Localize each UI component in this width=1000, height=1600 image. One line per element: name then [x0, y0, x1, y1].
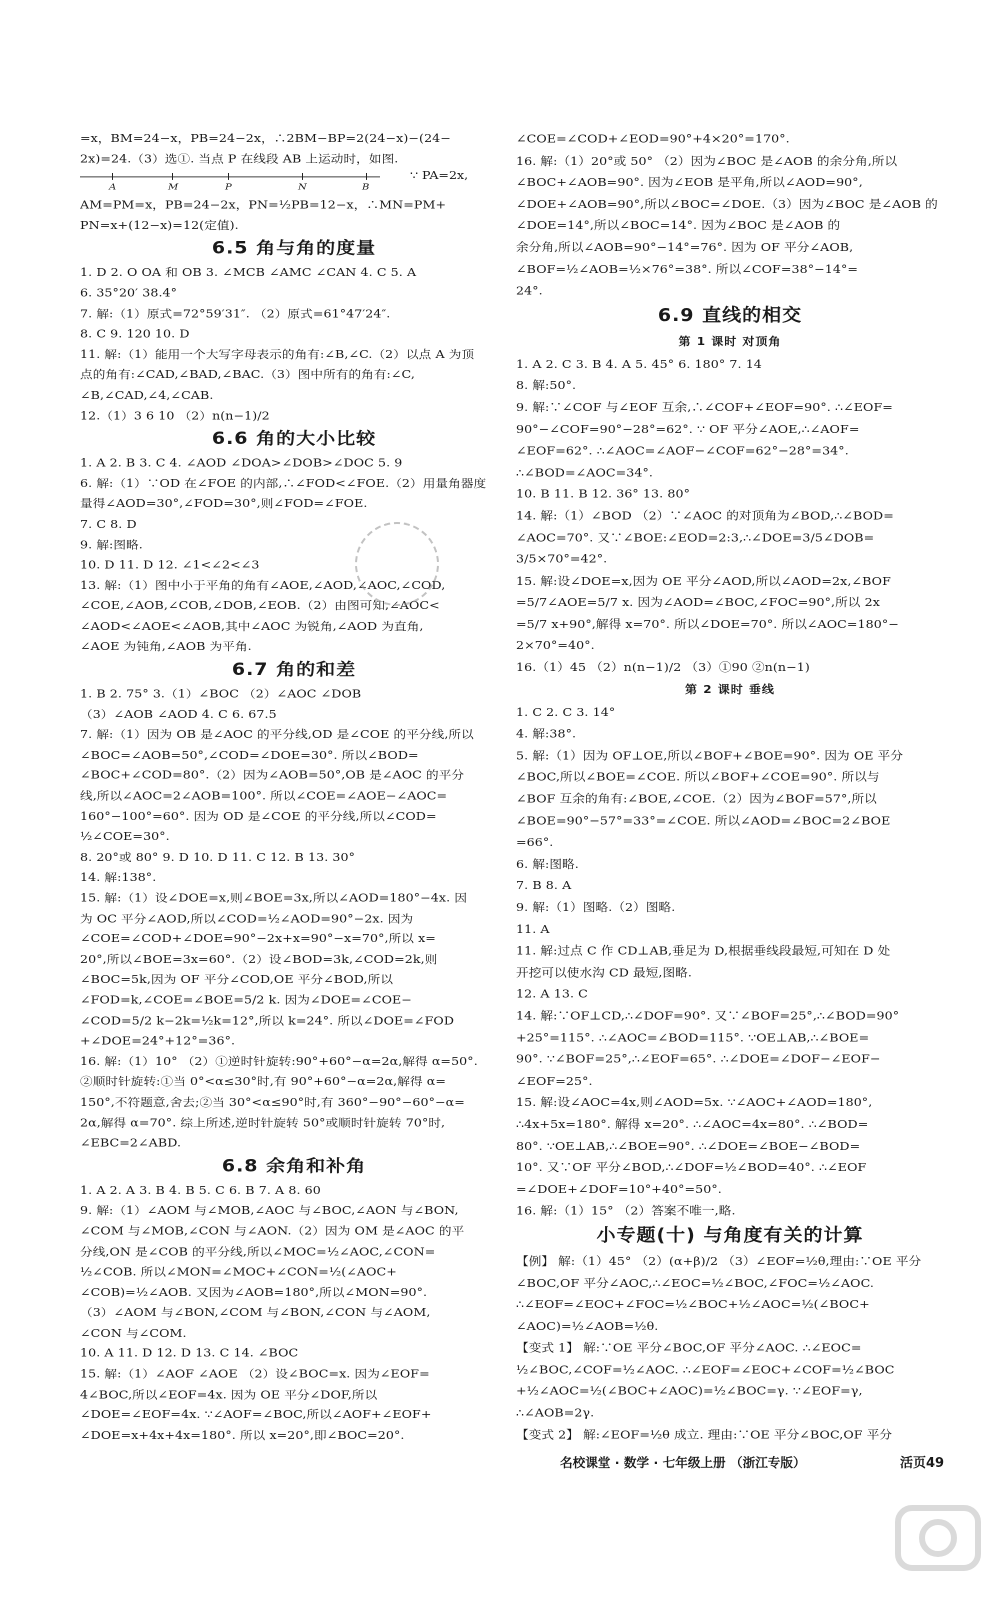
- answer-line: 80°. ∵OE⊥AB,∴∠BOE=90°. ∴∠DOE=∠BOE−∠BOD=: [516, 1138, 861, 1153]
- footer-title: 名校课堂 · 数学 · 七年级上册 （浙江专版）: [560, 1455, 806, 1470]
- right-sections: [516, 301, 944, 1445]
- answer-line: =x，BM=24−x，PB=24−2x，∴2BM−BP=2(24−x)−(24−: [80, 131, 451, 145]
- point-label: P: [225, 182, 232, 193]
- answer-line: ∠AOC=70°. 又∵∠BOE:∠EOD=2:3,∴∠DOE=3/5∠DOB=: [516, 530, 875, 544]
- section-title: 6.8 余角和补角: [221, 1156, 367, 1176]
- answer-line: 11. 解:过点 C 作 CD⊥AB,垂足为 D,根据垂线段最短,可知在 D 处: [516, 943, 891, 958]
- answer-line: 开挖可以使水沟 CD 最短,图略.: [516, 965, 692, 979]
- answer-line: （3）∠AOM 与∠BON,∠COM 与∠BON,∠CON 与∠AOM,: [80, 1305, 431, 1319]
- answer-line: ∠DOE=∠EOF=4x. ∵∠AOF=∠BOC,所以∠AOF+∠EOF+: [80, 1407, 432, 1421]
- answer-line: 15. 解:（1）∠AOF ∠AOE （2）设∠BOC=x. 因为∠EOF=: [80, 1367, 430, 1381]
- answer-line: 14. 解:138°.: [80, 870, 157, 884]
- answer-line: ∴∠AOB=2γ.: [516, 1405, 595, 1420]
- lesson-subtitle: 第 2 课时 垂线: [685, 682, 775, 696]
- answer-line: 1. D 2. O OA 和 OB 3. ∠MCB ∠AMC ∠CAN 4. C 5. A: [80, 265, 417, 279]
- answer-line: +∠DOE=24°+12°=36°.: [80, 1034, 236, 1048]
- answer-line: 24°.: [516, 283, 543, 298]
- answer-line: 7. 解:（1）原式=72°59′31″. （2）原式=61°47′24″.: [80, 306, 391, 320]
- answer-line: ∠COE=∠COD+∠EOD=90°+4×20°=170°.: [516, 131, 790, 146]
- answer-line: ∠BOE=90°−57°=33°=∠COE. 所以∠AOD=∠BOC=2∠BOE: [516, 813, 891, 828]
- answer-line: ∠BOC+∠COD=80°.（2）因为∠AOB=50°,OB 是∠AOC 的平分: [80, 768, 465, 782]
- segment-line: [80, 177, 380, 178]
- answer-line: 1. B 2. 75° 3.（1）∠BOC （2）∠AOC ∠DOB: [80, 687, 362, 701]
- answer-line: 7. 解:（1）因为 OB 是∠AOC 的平分线,OD 是∠COE 的平分线,所以: [80, 727, 474, 741]
- answer-line: 15. 解:设∠DOE=x,因为 OE 平分∠AOD,所以∠AOD=2x,∠BOF: [516, 573, 891, 588]
- answer-line: 90°. ∵∠BOF=25°,∴∠EOF=65°. ∴∠DOE=∠DOF−∠EOF−: [516, 1051, 881, 1066]
- section-title: 小专题(十) 与角度有关的计算: [596, 1225, 864, 1246]
- answer-line: =∠DOE+∠DOF=10°+40°=50°.: [516, 1181, 722, 1196]
- answer-line: ½∠COB. 所以∠MON=∠MOC+∠CON=½(∠AOC+: [80, 1265, 397, 1279]
- answer-line: ∠COB)=½∠AOB. 又因为∠AOB=180°,所以∠MON=90°.: [80, 1285, 428, 1299]
- answer-line: ∠FOD=k,∠COE=∠BOE=5/2 k. 因为∠DOE=∠COE−: [80, 993, 412, 1007]
- point-label: A: [109, 182, 117, 193]
- answer-line: 10°. 又∵OF 平分∠BOD,∴∠DOF=½∠BOD=40°. ∴∠EOF: [516, 1160, 867, 1175]
- answer-line: =5/7∠AOE=5/7 x. 因为∠AOD=∠BOC,∠FOC=90°,所以 2x: [516, 595, 880, 609]
- answer-line: 11. 解:（1）能用一个大写字母表示的角有:∠B,∠C.（2）以点 A 为顶: [80, 347, 475, 361]
- left-column: [80, 128, 508, 1445]
- point-label: N: [298, 182, 307, 193]
- answer-line: 【例】 解:（1）45° （2）(α+β)/2 （3）∠EOF=½θ,理由:∵OE 平分: [516, 1253, 922, 1268]
- answer-line: ∠BOC,OF 平分∠AOC,∴∠EOC=½∠BOC,∠FOC=½∠AOC.: [516, 1275, 874, 1290]
- answer-line: ∠B,∠CAD,∠4,∠CAB.: [80, 388, 214, 402]
- answer-line: 4∠BOC,所以∠EOF=4x. 因为 OE 平分∠DOF,所以: [80, 1387, 378, 1401]
- answer-line: AM=PM=x，PB=24−2x，PN=½PB=12−x，∴MN=PM+: [80, 198, 447, 212]
- answer-line: 6. 解:图略.: [516, 856, 579, 871]
- answer-line: 6. 解:（1）∵OD 在∠FOE 的内部,∴∠FOD<∠FOE.（2）用量角器度: [80, 476, 487, 490]
- answer-line: ∠DOE+∠AOB=90°,所以∠BOC=∠DOE.（3）因为∠BOC 是∠AOB 的: [516, 196, 938, 211]
- point-label: M: [168, 182, 179, 193]
- answer-line: 15. 解:设∠AOC=4x,则∠AOD=5x. ∵∠AOC+∠AOD=180°,: [516, 1095, 873, 1109]
- answer-line: 2x)=24.（3）选①. 当点 P 在线段 AB 上运动时，如图.: [80, 151, 399, 165]
- answer-line: ∠AOE 为钝角,∠AOB 为平角.: [80, 639, 252, 653]
- watermark-logo: [890, 1500, 986, 1596]
- answer-line: 10. D 11. D 12. ∠1<∠2<∠3: [80, 558, 260, 572]
- answer-line: 余分角,所以∠AOB=90°−14°=76°. 因为 OF 平分∠AOB,: [516, 240, 854, 254]
- point-label: B: [362, 182, 370, 193]
- answer-line: =66°.: [516, 834, 554, 849]
- answer-line: ∴∠BOD=∠AOC=34°.: [516, 465, 654, 479]
- answer-line: ∠BOC+∠AOB=90°. 因为∠EOB 是平角,所以∠AOD=90°,: [516, 175, 863, 189]
- answer-line: ∠DOE=x+4x+4x=180°. 所以 x=20°,即∠BOC=20°.: [80, 1428, 405, 1442]
- answer-line: 14. 解:∵OF⊥CD,∴∠DOF=90°. 又∵∠BOF=25°,∴∠BOD=90°: [516, 1008, 900, 1023]
- answer-line: 8. 解:50°.: [516, 378, 577, 393]
- answer-line: 9. 解:（1）∠AOM 与∠MOB,∠AOC 与∠BOC,∠AON 与∠BON,: [80, 1203, 459, 1217]
- answer-line: 13. 解:（1）图中小于平角的角有∠AOE,∠AOD,∠AOC,∠COD,: [80, 578, 446, 592]
- answer-line: =5/7 x+90°,解得 x=70°. 所以∠DOE=70°. 所以∠AOC=180°−: [516, 616, 899, 631]
- answer-line: 6. 35°20′ 38.4°: [80, 286, 178, 300]
- answer-line: ∠COE,∠AOB,∠COB,∠DOB,∠EOB.（2）由图可知,∠AOC<: [80, 598, 440, 612]
- answer-line: 90°−∠COF=90°−28°=62°. ∵ OF 平分∠AOE,∴∠AOF=: [516, 421, 860, 436]
- right-top-lines: [516, 128, 944, 301]
- answer-line: 1. A 2. A 3. B 4. B 5. C 6. B 7. A 8. 60: [80, 1183, 321, 1197]
- lesson-subtitle: 第 1 课时 对顶角: [678, 334, 782, 348]
- answer-line: 12. A 13. C: [516, 986, 588, 1001]
- answer-line: ½∠COE=30°.: [80, 829, 170, 843]
- answer-line: 7. B 8. A: [516, 878, 572, 893]
- answer-line: 10. B 11. B 12. 36° 13. 80°: [516, 486, 690, 501]
- answer-line: +25°=115°. ∴∠AOC=∠BOD=115°. ∵OE⊥AB,∴∠BOE=: [516, 1030, 870, 1044]
- answer-line: 9. 解:图略.: [80, 537, 143, 551]
- answer-line: 160°−100°=60°. 因为 OD 是∠COE 的平分线,所以∠COD=: [80, 809, 437, 823]
- answer-line: ∠BOC=∠AOB=50°,∠COD=∠DOE=30°. 所以∠BOD=: [80, 748, 419, 762]
- answer-line: ∠COM 与∠MOB,∠CON 与∠AON.（2）因为 OM 是∠AOC 的平: [80, 1224, 465, 1238]
- answer-line: 12.（1）3 6 10 （2）n(n−1)/2: [80, 408, 270, 422]
- answer-line: 20°,所以∠BOE=3x=60°.（2）设∠BOD=3k,∠COD=2k,则: [80, 952, 438, 966]
- answer-line: 14. 解:（1）∠BOD （2）∵∠AOC 的对顶角为∠BOD,∴∠BOD=: [516, 508, 894, 523]
- answer-line: 为 OC 平分∠AOD,所以∠COD=½∠AOD=90°−2x. 因为: [80, 911, 414, 925]
- answer-line: 1. A 2. B 3. C 4. ∠AOD ∠DOA>∠DOB>∠DOC 5. 9: [80, 456, 403, 470]
- answer-line: ∠BOC,所以∠BOE=∠COE. 所以∠BOF+∠COE=90°. 所以与: [516, 769, 880, 784]
- answer-line: +½∠AOC=½(∠BOC+∠AOC)=½∠BOC=γ. ∵∠EOF=γ,: [516, 1383, 863, 1398]
- figure-note: ∵ PA=2x,: [410, 168, 469, 182]
- section-title: 6.5 角与角的度量: [211, 239, 377, 259]
- right-column: [516, 128, 944, 1445]
- answer-line: ∠BOF 互余的角有:∠BOE,∠COE.（2）因为∠BOF=57°,所以: [516, 791, 877, 806]
- section-title: 6.9 直线的相交: [657, 305, 803, 326]
- answer-line: ∠COE=∠COD+∠DOE=90°−2x+x=90°−x=70°,所以 x=: [80, 932, 436, 946]
- answer-line: 【变式 2】 解:∠EOF=½θ 成立. 理由:∵OE 平分∠BOC,OF 平分: [516, 1427, 893, 1442]
- answer-line: ∴∠EOF=∠EOC+∠FOC=½∠BOC+½∠AOC=½(∠BOC+: [516, 1297, 870, 1311]
- answer-line: ∠AOC)=½∠AOB=½θ.: [516, 1318, 659, 1333]
- answer-line: 16. 解:（1）15° （2）答案不唯一,略.: [516, 1203, 736, 1218]
- answer-line: 11. A: [516, 921, 550, 936]
- segment-figure: [80, 168, 469, 195]
- answer-line: ②顺时针旋转:①当 0°<α≤30°时,有 90°+60°−α=2α,解得 α=: [80, 1074, 447, 1088]
- answer-line: 线,所以∠AOC=2∠AOB=100°. 所以∠COE=∠AOE−∠AOC=: [80, 789, 448, 803]
- answer-line: PN=x+(12−x)=12(定值).: [80, 218, 239, 232]
- answer-line: 8. C 9. 120 10. D: [80, 327, 190, 341]
- answer-line: 9. 解:（1）图略.（2）图略.: [516, 900, 676, 914]
- section-title: 6.6 角的大小比较: [211, 429, 377, 449]
- left-top-lines: [80, 128, 508, 169]
- answer-line: 4. 解:38°.: [516, 726, 577, 741]
- answer-line: 3/5×70°=42°.: [516, 551, 608, 566]
- answer-line: 分线,ON 是∠COB 的平分线,所以∠MOC=½∠AOC,∠CON=: [80, 1244, 436, 1258]
- answer-line: 8. 20°或 80° 9. D 10. D 11. C 12. B 13. 30°: [80, 850, 356, 864]
- answer-line: 15. 解:（1）设∠DOE=x,则∠BOE=3x,所以∠AOD=180°−4x. 因: [80, 891, 468, 905]
- answer-line: （3）∠AOB ∠AOD 4. C 6. 67.5: [80, 707, 277, 721]
- answer-line: ∴4x+5x=180°. 解得 x=20°. ∴∠AOC=4x=80°. ∴∠BOD=: [516, 1116, 869, 1131]
- left-sections: [80, 236, 508, 1446]
- answer-line: ∠CON 与∠COM.: [80, 1326, 187, 1340]
- answer-line: ∠EBC=2∠ABD.: [80, 1136, 182, 1150]
- answer-line: 7. C 8. D: [80, 517, 137, 531]
- answer-line: 16. 解:（1）10° （2）①逆时针旋转:90°+60°−α=2α,解得 α=50°.: [80, 1054, 478, 1068]
- answer-line: 5. 解:（1）因为 OF⊥OE,所以∠BOF+∠BOE=90°. 因为 OE 平分: [516, 748, 904, 763]
- answer-line: ∠BOC=5k,因为 OF 平分∠COD,OE 平分∠BOD,所以: [80, 972, 394, 986]
- answer-line: ∠COD=5/2 k−2k=½k=12°,所以 k=24°. 所以∠DOE=∠FOD: [80, 1013, 455, 1027]
- answer-line: ∠AOD<∠AOE<∠AOB,其中∠AOC 为锐角,∠AOD 为直角,: [80, 619, 424, 633]
- answer-line: ∠EOF=62°. ∴∠AOC=∠AOF−∠COF=62°−28°=34°.: [516, 443, 849, 458]
- answer-line: ½∠BOC,∠COF=½∠AOC. ∴∠EOF=∠EOC+∠COF=½∠BOC: [516, 1362, 895, 1377]
- answer-line: 10. A 11. D 12. D 13. C 14. ∠BOC: [80, 1346, 299, 1360]
- page-number: 活页49: [900, 1456, 945, 1471]
- answer-line: ∠DOE=14°,所以∠BOC=14°. 因为∠BOC 是∠AOB 的: [516, 218, 841, 233]
- page-footer: [0, 1452, 1000, 1476]
- answer-line: 9. 解:∵∠COF 与∠EOF 互余,∴∠COF+∠EOF=90°. ∴∠EOF=: [516, 399, 893, 414]
- section-title: 6.7 角的和差: [231, 660, 357, 680]
- answer-line: 【变式 1】 解:∵OE 平分∠BOC,OF 平分∠AOC. ∴∠EOC=: [516, 1340, 862, 1355]
- answer-line: 1. A 2. C 3. B 4. A 5. 45° 6. 180° 7. 14: [516, 356, 762, 371]
- answer-line: 1. C 2. C 3. 14°: [516, 704, 616, 719]
- answer-line: 点的角有:∠CAD,∠BAD,∠BAC.（3）图中所有的角有:∠C,: [80, 367, 415, 381]
- left-after-figure: [80, 195, 508, 236]
- answer-line: 2α,解得 α=70°. 综上所述,逆时针旋转 50°或顺时针旋转 70°时,: [80, 1115, 446, 1129]
- answer-line: 16. 解:（1）20°或 50° （2）因为∠BOC 是∠AOB 的余分角,所以: [516, 153, 898, 168]
- answer-line: ∠BOF=½∠AOB=½×76°=38°. 所以∠COF=38°−14°=: [516, 261, 859, 276]
- answer-line: 150°,不符题意,舍去;②当 30°<α≤90°时,有 360°−90°−60°−α=: [80, 1095, 465, 1109]
- answer-line: ∠EOF=25°.: [516, 1073, 593, 1088]
- answer-line: 量得∠AOD=30°,∠FOD=30°,则∠FOD=∠FOE.: [80, 496, 368, 510]
- answer-line: 2×70°=40°.: [516, 638, 595, 653]
- answer-line: 16.（1）45 （2）n(n−1)/2 （3）①90 ②n(n−1): [516, 660, 810, 675]
